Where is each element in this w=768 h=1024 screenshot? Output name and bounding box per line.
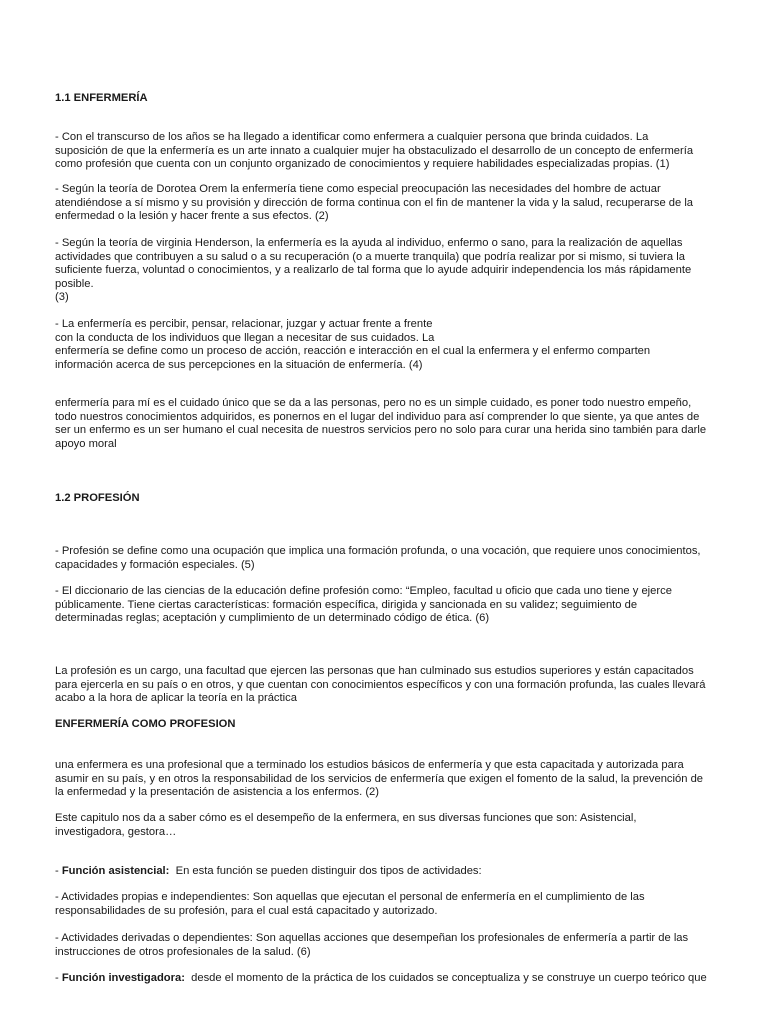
- bullet-dash: -: [55, 865, 62, 877]
- funcion-asistencial-text: En esta función se pueden distinguir dos tipos de actividades:: [169, 865, 482, 877]
- bullet-dash: -: [55, 972, 62, 984]
- paragraph-cargo: La profesión es un cargo, una facultad que ejercen las personas que han culminado sus estudios superiores y están capacitados para ejercerla en su país o en otros, y que cuentan con conocimientos específicos y con una formación profunda, las cuales llevará acabo a la hora de aplicar la teoría en la práctica: [55, 665, 706, 705]
- funcion-asistencial-label: Función asistencial:: [61, 865, 170, 877]
- funcion-investigadora-label: Función investigadora:: [61, 972, 185, 984]
- paragraph-capitulo: Este capitulo nos da a saber cómo es el desempeño de la enfermera, en sus diversas funciones que son: Asistencial, investigadora, gestora…: [55, 812, 637, 838]
- paragraph-henderson: - Según la teoría de virginia Henderson, la enfermería es la ayuda al individuo, enfermo o sano, para la realización de aquellas actividades que contribuyen a su salud o a su recuperación (o a muerte tranquila) que podría realizar por si mismo, si tuviera la suficiente fuerza, voluntad o conocimientos, y a realizarlo de tal forma que lo ayude adquirir independencia los más rápidamente posible. (3): [55, 237, 692, 304]
- funcion-asistencial-line: [55, 865, 735, 879]
- paragraph-enfermera-profesional: una enfermera es una profesional que a terminado los estudios básicos de enfermería y que esta capacitada y autorizada para asumir en su país, y en otros la responsabilidad de los servicios de enfermería que exigen el fomento de la salud, la prevención de la enfermedad y la presentación de asistencia a los enfermos. (2): [55, 759, 704, 799]
- heading-enfermeria-como-profesion: ENFERMERÍA COMO PROFESION: [55, 718, 236, 730]
- funcion-investigadora-text: desde el momento de la práctica de los cuidados se conceptualiza y se construye un cuerpo teórico que: [184, 972, 707, 984]
- paragraph-transcurso: - Con el transcurso de los años se ha llegado a identificar como enfermera a cualquier persona que brinda cuidados. La suposición de que la enfermería es un arte innato a cualquier mujer ha obstaculizado el desarrollo de un concepto de enfermería como profesión que cuenta con un conjunto organizado de conocimientos y requiere habilidades especializadas propias. (1): [55, 131, 694, 171]
- paragraph-percibir: - La enfermería es percibir, pensar, relacionar, juzgar y actuar frente a frente con la conducta de los individuos que llegan a necesitar de sus cuidados. La enfermería se define como un proceso de acción, reacción e interacción en el cual la enfermera y el enfermo comparten información acerca de sus percepciones en la situación de enfermería. (4): [55, 318, 651, 371]
- paragraph-diccionario: - El diccionario de las ciencias de la educación define profesión como: “Empleo, facultad u oficio que cada uno tiene y ejerce públicamente. Tiene ciertas características: formación específica, dirigida y sancionada en su validez; seguimiento de determinadas reglas; aceptación y cumplimiento de un determinado código de ética. (6): [55, 585, 672, 625]
- heading-enfermeria: 1.1 ENFERMERÍA: [55, 92, 148, 104]
- paragraph-actividades-propias: - Actividades propias e independientes: Son aquellas que ejecutan el personal de enfermería en el cumplimiento de las responsabilidades de su profesión, para el cual está capacitado y autorizado.: [55, 891, 645, 917]
- heading-profesion: 1.2 PROFESIÓN: [55, 492, 140, 504]
- paragraph-orem: - Según la teoría de Dorotea Orem la enfermería tiene como especial preocupación las necesidades del hombre de actuar atendiéndose a sí mismo y su provisión y dirección de forma continua con el fin de mantener la vida y la salud, recuperarse de la enfermedad o la lesión y hacer frente a sus efectos. (2): [55, 183, 694, 223]
- paragraph-opinion: enfermería para mí es el cuidado único que se da a las personas, pero no es un simple cuidado, es poner todo nuestro empeño, todo nuestros conocimientos adquiridos, es ponernos en el lugar del individuo para así comprender lo que siente, ya que antes de ser un enfermo es un ser humano el cual necesita de nuestros servicios pero no solo para curar una herida sino también para darle apoyo moral: [55, 397, 707, 450]
- paragraph-actividades-derivadas: - Actividades derivadas o dependientes: Son aquellas acciones que desempeñan los profesionales de enfermería a partir de las instrucciones de otros profesionales de la salud. (6): [55, 932, 689, 958]
- funcion-investigadora-line: [55, 972, 735, 986]
- paragraph-profesion-definicion: - Profesión se define como una ocupación que implica una formación profunda, o una vocación, que requiere unos conocimientos, capacidades y formación especiales. (5): [55, 545, 701, 571]
